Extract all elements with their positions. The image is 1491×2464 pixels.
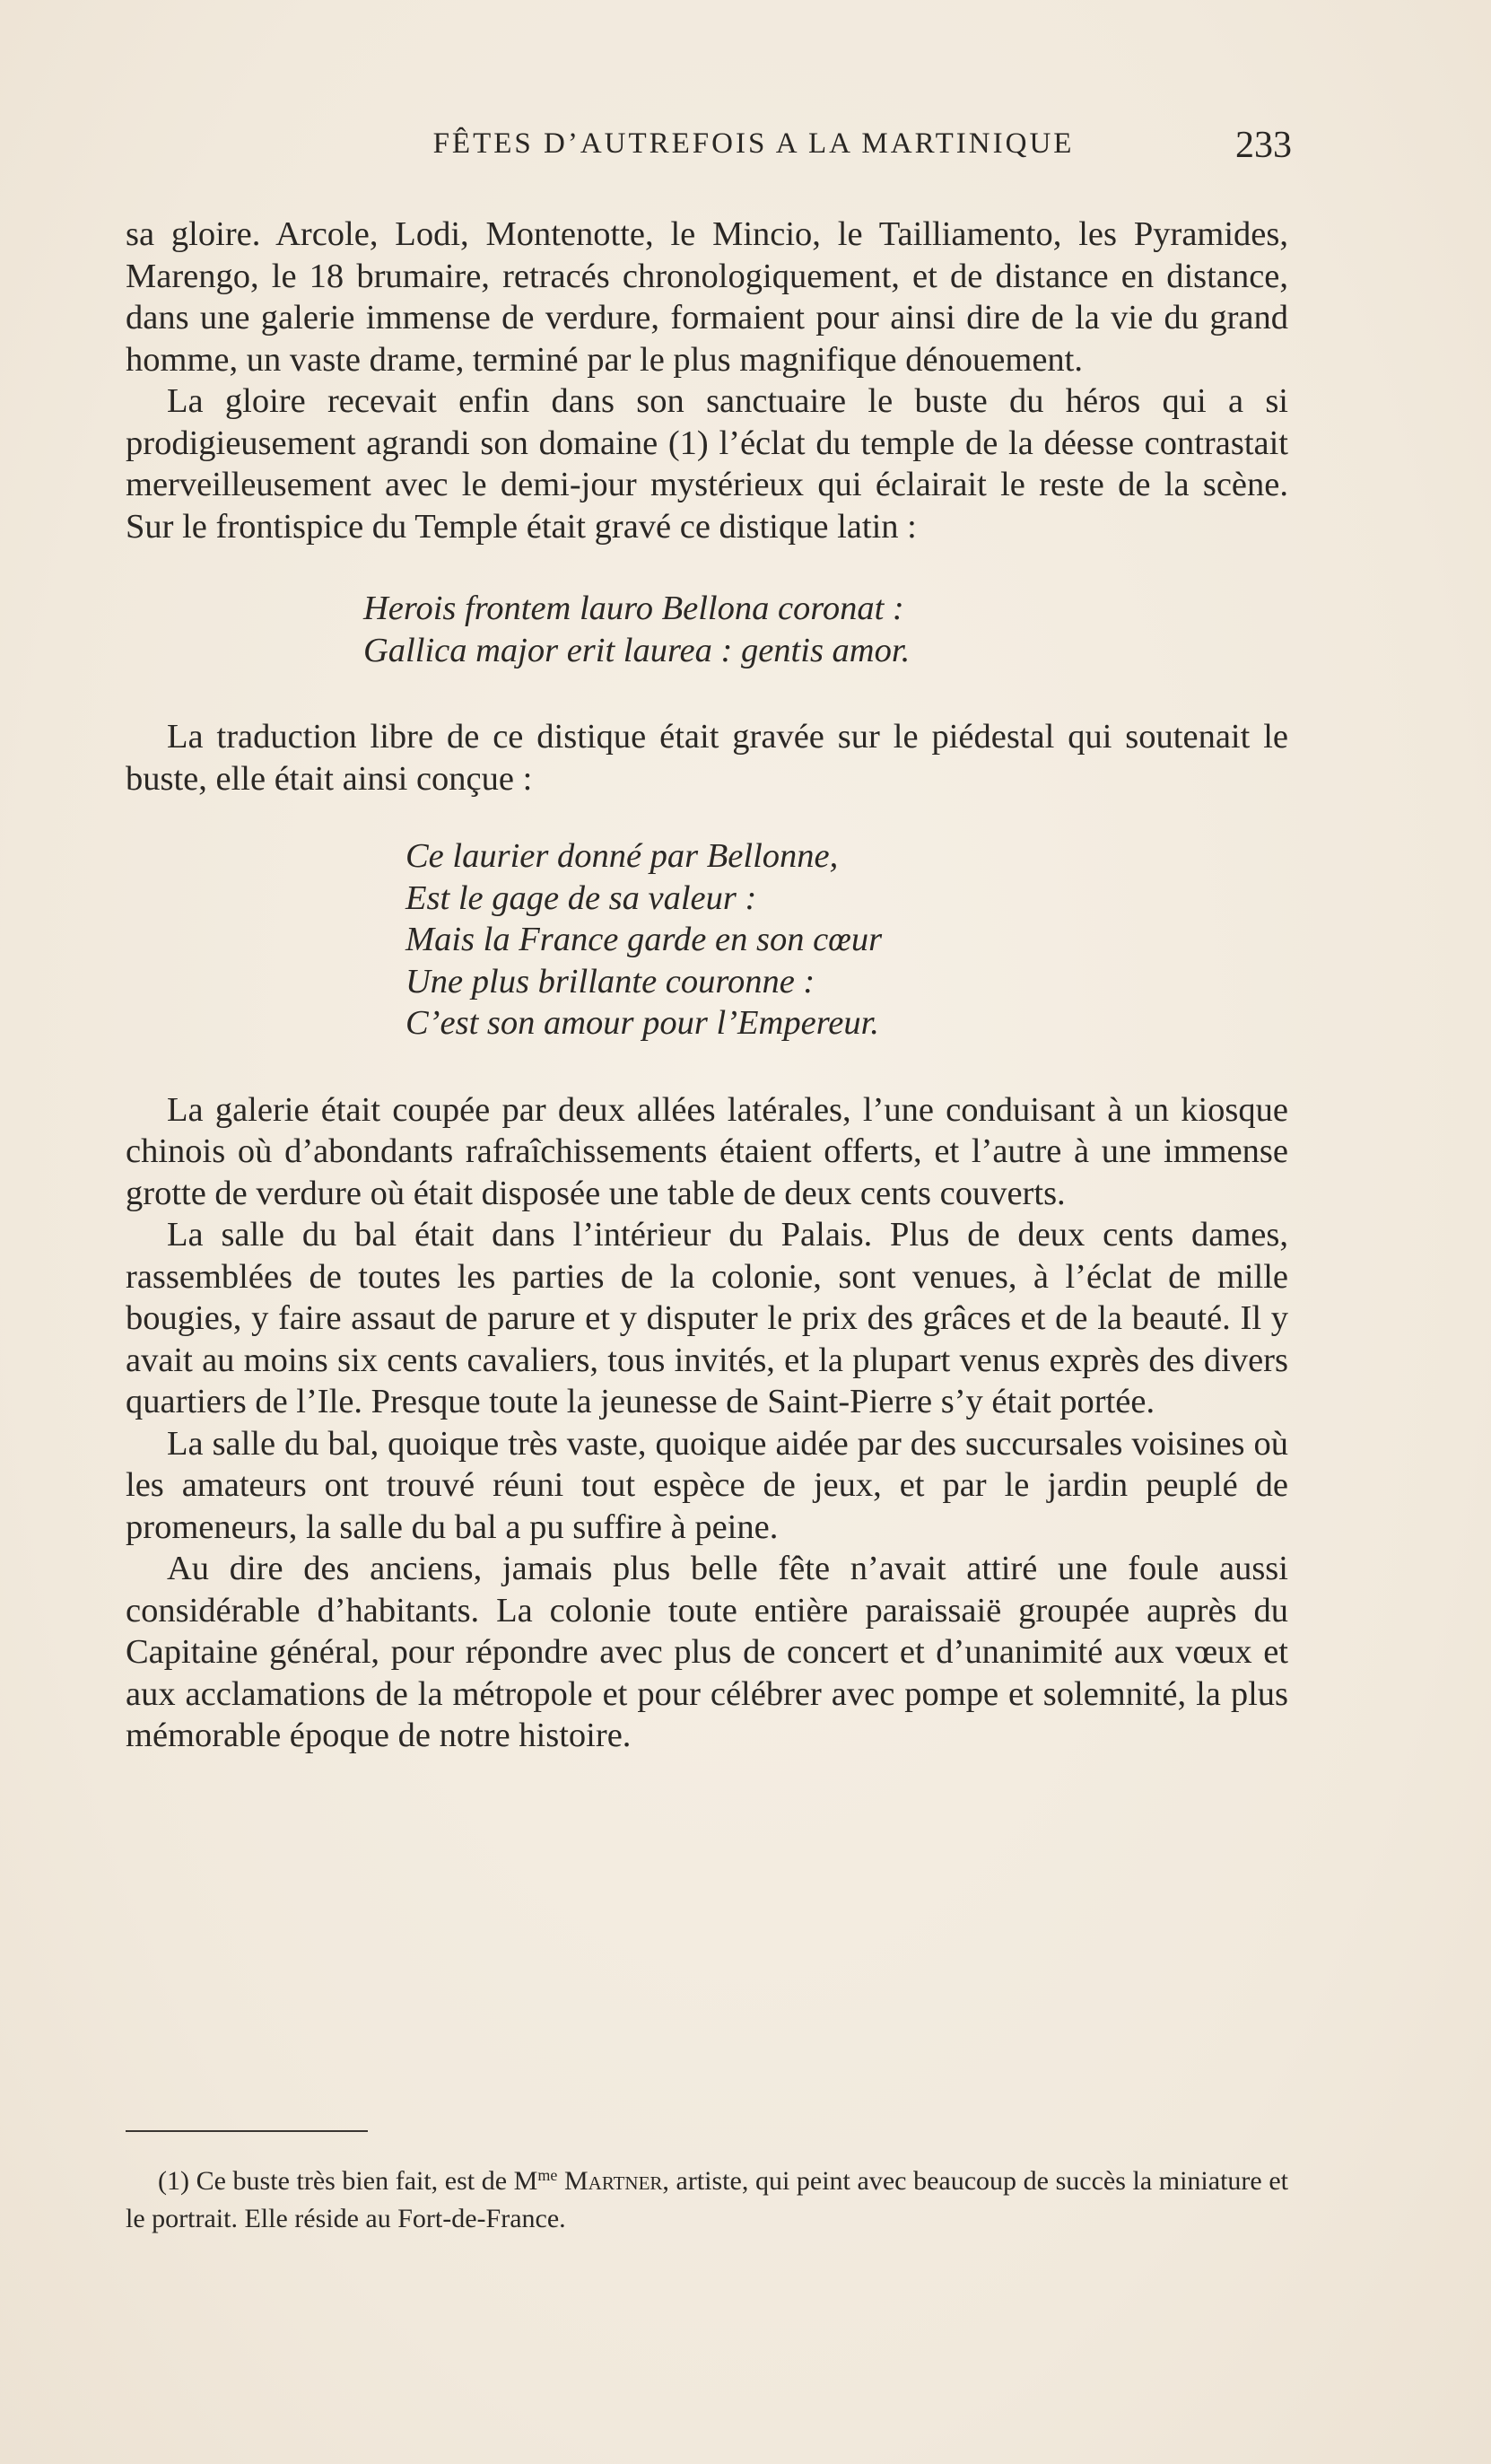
footnote-text-after: , artiste, qui peint avec beaucoup de succès la miniature et le portrait. Elle réside au Fort-de-France.: [126, 2166, 1288, 2233]
verse-line-5: C’est son amour pour l’Empereur.: [405, 1004, 879, 1042]
footnote-title-sup: me: [537, 2166, 558, 2185]
paragraph-7: Au dire des anciens, jamais plus belle fête n’avait attiré une foule aussi considérable d’habitants. La colonie toute entière paraissaiё groupée auprès du Capitaine général, pour répondre avec plus de concert et d’unanimité aux vœux et aux acclamations de la métropole et pour célébrer avec pompe et solemnité, la plus mémorable époque de notre histoire.: [126, 1550, 1288, 1754]
footnote-name: Martner: [563, 2166, 663, 2196]
paragraph-3: La traduction libre de ce distique était gravée sur le piédestal qui soutenait le buste, elle était ainsi conçue :: [126, 718, 1288, 798]
verse-line-2: Est le gage de sa valeur :: [405, 878, 757, 917]
running-title: FÊTES D’AUTREFOIS A LA MARTINIQUE: [432, 127, 1075, 160]
page-number: 233: [1235, 125, 1292, 166]
latin-line-1: Herois frontem lauro Bellona coronat :: [363, 590, 904, 627]
body-text: [126, 214, 1288, 1757]
footnote-text-before: Ce buste très bien fait, est de M: [196, 2166, 538, 2196]
paragraph-1: sa gloire. Arcole, Lodi, Montenotte, le Mincio, le Tailliamento, les Pyramides, Marengo, le 18 brumaire, retracés chronologiquement, et de distance en distance, dans une galerie immense de verdure, formaient pour ainsi dire de la vie du grand homme, un vaste drame, terminé par le plus magnifique dénouement.: [126, 215, 1288, 379]
paragraph-4: La galerie était coupée par deux allées latérales, l’une conduisant à un kiosque chinois où d’abondants rafraîchissements étaient offerts, et l’autre à une immense grotte de verdure où était disposée une table de deux cents couverts.: [126, 1090, 1288, 1212]
footnote-marker: (1): [158, 2166, 189, 2196]
verse-line-1: Ce laurier donné par Bellonne,: [405, 837, 839, 875]
latin-line-2: Gallica major erit laurea : gentis amor.: [363, 631, 911, 669]
paragraph-5: La salle du bal était dans l’intérieur du Palais. Plus de deux cents dames, rassemblées de toutes les parties de la colonie, sont venues, à l’éclat de mille bougies, y faire assaut de parure et y disputer le prix des grâces et de la beauté. Il y avait au moins six cents cavaliers, tous invités, et la plupart venus exprès des divers quartiers de l’Ile. Presque toute la jeunesse de Saint-Pierre s’y était portée.: [126, 1216, 1288, 1420]
verse-line-3: Mais la France garde en son cœur: [405, 921, 883, 958]
footnote: [126, 2163, 1288, 2238]
latin-distich: [126, 588, 1288, 671]
french-verse: [126, 835, 1288, 1044]
paragraph-6: La salle du bal, quoique très vaste, quoique aidée par des succursales voisines où les amateurs ont trouvé réuni tout espèce de jeux, et par le jardin peuplé de promeneurs, la salle du bal a pu suffire à peine.: [126, 1424, 1288, 1546]
paragraph-2: La gloire recevait enfin dans son sanctuaire le buste du héros qui a si prodigieusement agrandi son domaine (1) l’éclat du temple de la déesse contrastait merveilleusement avec le demi-jour mystérieux qui éclairait le reste de la scène. Sur le frontispice du Temple était gravé ce distique latin :: [126, 382, 1288, 546]
page-header: [126, 127, 1292, 172]
footnote-separator: [126, 2130, 368, 2132]
verse-line-4: Une plus brillante couronne :: [405, 962, 815, 1000]
